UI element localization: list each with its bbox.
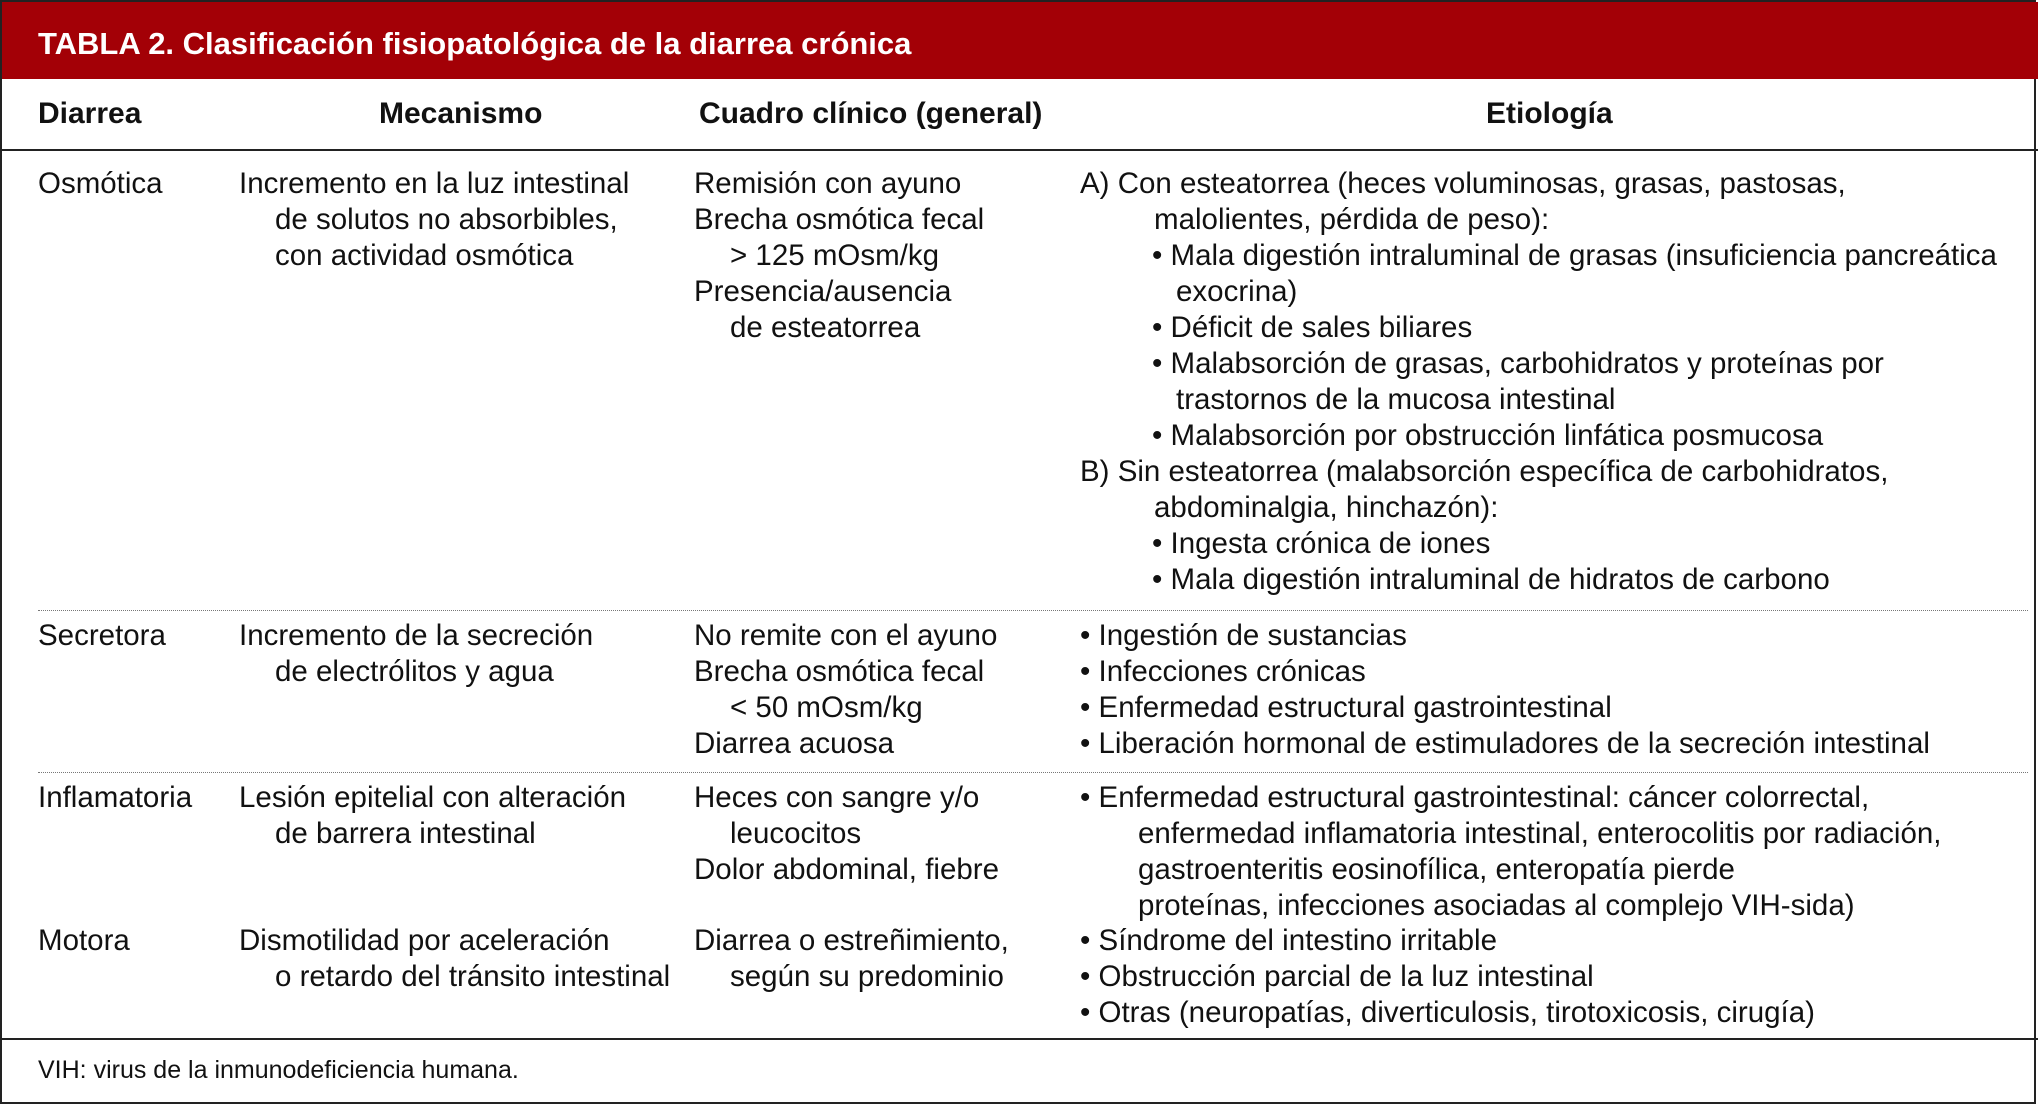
etiologia-group-b-title-cont: abdominalgia, hinchazón): xyxy=(1154,491,1499,524)
row-secretora-diarrea: Secretora xyxy=(38,619,166,652)
list-item: • Malabsorción de grasas, carbohidratos y proteínas por trastornos de la mucosa intestinal xyxy=(1152,347,1884,416)
list-item: • Ingestión de sustancias xyxy=(1080,619,1407,652)
cuadro-line: Presencia/ausencia xyxy=(694,275,952,308)
row-osmotica-cuadro xyxy=(694,166,1054,346)
etiologia-group-a-title: A) Con esteatorrea (heces voluminosas, grasas, pastosas, xyxy=(1080,167,1846,200)
list-item-cont: proteínas, infecciones asociadas al complejo VIH-sida) xyxy=(1138,889,1855,922)
row-motora-mecanismo xyxy=(239,923,689,995)
list-item: • Síndrome del intestino irritable xyxy=(1080,924,1497,957)
mecanismo-line: Incremento en la luz intestinal xyxy=(239,167,630,200)
list-item: • Liberación hormonal de estimuladores de la secreción intestinal xyxy=(1080,727,1930,760)
row-osmotica-mecanismo xyxy=(239,166,669,274)
list-item: • Enfermedad estructural gastrointestinal: cáncer colorrectal, xyxy=(1080,781,1870,814)
mecanismo-line: Lesión epitelial con alteración xyxy=(239,781,627,814)
row-motora-cuadro xyxy=(694,923,1054,995)
row-osmotica-etiologia xyxy=(1080,166,2020,598)
list-item: • Otras (neuropatías, diverticulosis, tirotoxicosis, cirugía) xyxy=(1080,996,1815,1029)
cuadro-line: Diarrea o estreñimiento, xyxy=(694,924,1009,957)
row-divider xyxy=(38,772,2028,773)
list-item-cont: enfermedad inflamatoria intestinal, enterocolitis por radiación, xyxy=(1138,817,1942,850)
cuadro-line: Brecha osmótica fecal xyxy=(694,655,985,688)
cuadro-line: de esteatorrea xyxy=(730,311,921,344)
cuadro-line: Brecha osmótica fecal xyxy=(694,203,985,236)
mecanismo-line: con actividad osmótica xyxy=(275,239,574,272)
mecanismo-line: Incremento de la secreción xyxy=(239,619,594,652)
header-cuadro-clinico: Cuadro clínico (general) xyxy=(699,97,1043,130)
row-divider xyxy=(38,610,2028,611)
row-osmotica-diarrea: Osmótica xyxy=(38,167,163,200)
etiologia-group-b-title: B) Sin esteatorrea (malabsorción específica de carbohidratos, xyxy=(1080,455,1889,488)
row-secretora-cuadro xyxy=(694,618,1054,762)
header-mecanismo: Mecanismo xyxy=(379,97,543,130)
etiologia-group-a-list xyxy=(1080,238,2020,454)
etiologia-group-a-title-cont: malolientes, pérdida de peso): xyxy=(1154,203,1550,236)
header-row xyxy=(2,79,2038,151)
list-item: • Mala digestión intraluminal de grasas (insuficiencia pancreática exocrina) xyxy=(1152,239,1997,308)
etiologia-group-b-list xyxy=(1080,526,2020,598)
list-item: • Infecciones crónicas xyxy=(1080,655,1366,688)
list-item: • Mala digestión intraluminal de hidratos de carbono xyxy=(1152,563,1830,596)
row-motora-diarrea: Motora xyxy=(38,924,130,957)
header-etiologia: Etiología xyxy=(1486,97,1613,130)
mecanismo-line: de electrólitos y agua xyxy=(275,655,554,688)
list-item: • Obstrucción parcial de la luz intestinal xyxy=(1080,960,1594,993)
row-inflamatoria-diarrea: Inflamatoria xyxy=(38,781,193,814)
cuadro-line: Remisión con ayuno xyxy=(694,167,962,200)
row-inflamatoria-mecanismo xyxy=(239,780,679,852)
row-secretora-mecanismo xyxy=(239,618,679,690)
table-title: TABLA 2. Clasificación fisiopatológica de la diarrea crónica xyxy=(2,2,2038,79)
list-item-cont: gastroenteritis eosinofílica, enteropatía pierde xyxy=(1138,853,1735,886)
cuadro-line: < 50 mOsm/kg xyxy=(730,691,923,724)
row-secretora-etiologia xyxy=(1080,618,2020,762)
row-inflamatoria-etiologia xyxy=(1080,780,2020,924)
list-item: • Enfermedad estructural gastrointestinal xyxy=(1080,691,1612,724)
list-item: • Malabsorción por obstrucción linfática posmucosa xyxy=(1152,419,1824,452)
mecanismo-line: de barrera intestinal xyxy=(275,817,536,850)
footnote: VIH: virus de la inmunodeficiencia humana. xyxy=(38,1056,519,1084)
row-inflamatoria-cuadro xyxy=(694,780,1054,888)
cuadro-line: No remite con el ayuno xyxy=(694,619,998,652)
mecanismo-line: Dismotilidad por aceleración xyxy=(239,924,610,957)
cuadro-line: leucocitos xyxy=(730,817,862,850)
cuadro-line: Dolor abdominal, fiebre xyxy=(694,853,999,886)
header-diarrea: Diarrea xyxy=(38,97,142,130)
cuadro-line: Diarrea acuosa xyxy=(694,727,895,760)
mecanismo-line: de solutos no absorbibles, xyxy=(275,203,618,236)
cuadro-line: según su predominio xyxy=(730,960,1004,993)
cuadro-line: > 125 mOsm/kg xyxy=(730,239,940,272)
footer-divider xyxy=(2,1038,2038,1040)
mecanismo-line: o retardo del tránsito intestinal xyxy=(275,960,671,993)
list-item: • Déficit de sales biliares xyxy=(1152,311,1473,344)
cuadro-line: Heces con sangre y/o xyxy=(694,781,980,814)
list-item: • Ingesta crónica de iones xyxy=(1152,527,1491,560)
row-motora-etiologia xyxy=(1080,923,2020,1031)
